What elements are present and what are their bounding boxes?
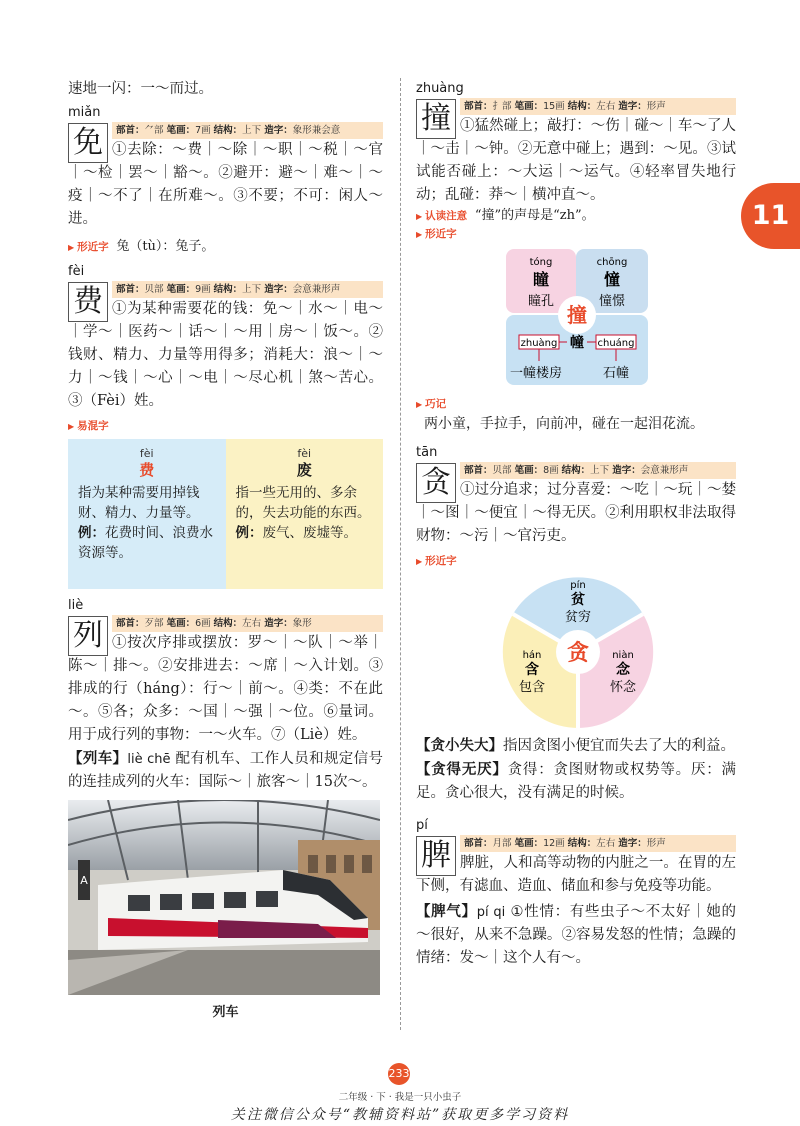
zhuang-diagram: [416, 243, 736, 393]
entry-definition: ①去除：～费｜～除｜～职｜～税｜～官｜～检｜罢～｜豁～。②避开：避～｜难～｜～疫｜～不了｜在所难～。③不要；不可：闲人～进。: [68, 142, 383, 227]
triangle-icon: ▶: [416, 557, 423, 566]
chapter-tab: 11: [741, 183, 800, 249]
svg-text:一幢楼房: 一幢楼房: [509, 366, 563, 381]
marker-confusable: ▶ 易混字: [68, 420, 109, 432]
entry-info-bar: 部首：⺈部 笔画：7画 结构：上下 造字：象形兼会意: [112, 122, 383, 139]
entry-pinyin: miǎn: [68, 105, 101, 120]
entry-info-bar: 部首：月部 笔画：12画 结构：左右 造字：形声: [460, 835, 736, 852]
entry-definition: 脾脏，人和高等动物的内脏之一。在胃的左下侧，有滤血、造血、储血和参与免疫等功能。: [416, 855, 736, 894]
entry-mian: [68, 104, 383, 253]
train-illustration: [68, 800, 380, 995]
entry-definition: ①为某种需要花的钱：免～｜水～｜电～｜学～｜医药～｜话～｜～用｜房～｜饭～。②钱财、精力、力量等用得多；消耗大：浪～｜～力｜～钱｜～心｜～电｜～尽心机｜煞～苦心。③（Fèi）姓。: [68, 301, 383, 409]
compare-cell-fei-waste: fèi 废 指一些无用的、多余的，失去功能的东西。 例：废气、废墟等。: [226, 439, 384, 589]
entry-info-bar: 部首：扌部 笔画：15画 结构：左右 造字：形声: [460, 98, 736, 115]
svg-text:pín: pín: [570, 580, 586, 591]
svg-text:瞳: 瞳: [532, 270, 550, 289]
svg-text:tóng: tóng: [529, 257, 553, 268]
triangle-icon: ▶: [416, 230, 423, 239]
entry-character: 免: [68, 123, 108, 163]
triangle-icon: ▶: [68, 243, 75, 252]
column-divider: [400, 78, 401, 1030]
entry-character: 脾: [416, 836, 456, 876]
right-column: [416, 70, 736, 970]
entry-pinyin: pí: [416, 818, 428, 833]
mnemonic-text: 两小童，手拉手，向前冲，碰在一起泪花流。: [424, 416, 704, 432]
entry-pinyin: zhuàng: [416, 81, 464, 96]
svg-text:chōng: chōng: [596, 257, 628, 268]
entry-pi: [416, 817, 736, 970]
triangle-icon: ▶: [416, 400, 423, 409]
idiom-tanxiaoshida: 【贪小失大】指因贪图小便宜而失去了大的利益。: [416, 737, 735, 754]
page-number: 233: [388, 1063, 410, 1085]
svg-text:憧憬: 憧憬: [598, 294, 626, 309]
comparison-table: [68, 439, 383, 589]
intro-text: 速地一闪：一～而过。: [68, 81, 213, 97]
entry-character: 列: [68, 616, 108, 656]
entry-info-bar: 部首：贝部 笔画：9画 结构：上下 造字：会意兼形声: [112, 281, 383, 298]
marker-mnemonic: ▶ 巧记: [416, 398, 447, 410]
entry-character: 贪: [416, 463, 456, 503]
phrase-lieche: 【列车】liè chē 配有机车、工作人员和规定信号的连挂成列的火车：国际～｜旅客～｜15次～。: [68, 750, 384, 790]
similar-char-text: 兔（tù）：兔子。: [116, 239, 215, 254]
svg-text:贫: 贫: [571, 592, 585, 608]
photo-caption: 列车: [212, 1005, 239, 1020]
triangle-icon: ▶: [68, 422, 75, 431]
entry-pinyin: fèi: [68, 264, 85, 279]
svg-text:包含: 包含: [518, 680, 546, 695]
phrase-piqi: 【脾气】pí qi ①性情：有些虫子～不太好｜她的～很好，从来不急躁。②容易发怒的性情；急躁的情绪：发～｜这个人有～。: [416, 903, 737, 966]
entry-info-bar: 部首：贝部 笔画：8画 结构：上下 造字：会意兼形声: [460, 462, 736, 479]
svg-text:石幢: 石幢: [602, 366, 630, 381]
svg-text:念: 念: [616, 662, 630, 678]
svg-text:chuáng: chuáng: [597, 338, 635, 349]
train-photo: [68, 800, 380, 995]
svg-text:怀念: 怀念: [609, 680, 637, 695]
footer-watermark: 关注微信公众号“教辅资料站”获取更多学习资料: [230, 1107, 570, 1123]
entry-character: 费: [68, 282, 108, 322]
entry-lie: [68, 597, 383, 1020]
entry-tan: [416, 444, 736, 805]
tan-wheel-diagram: [416, 570, 736, 730]
entry-pinyin: liè: [68, 598, 84, 613]
entry-zhuang: [416, 80, 736, 436]
left-column: [68, 70, 383, 1020]
idiom-tandewuyan: 【贪得无厌】贪得：贪图财物或权势等。厌：满足。贪心很大，没有满足的时候。: [416, 761, 737, 801]
svg-text:贪: 贪: [566, 641, 590, 666]
marker-similar: ▶ 形近字 兔（tù）：兔子。: [68, 239, 215, 254]
triangle-icon: ▶: [416, 212, 423, 221]
note-text: “撞”的声母是“zh”。: [474, 208, 595, 223]
entry-info-bar: 部首：歹部 笔画：6画 结构：左右 造字：象形: [112, 615, 383, 632]
entry-definition: ①按次序排或摆放：罗～｜～队｜～举｜陈～｜排～。②安排进去：～席｜～入计划。③排成的行（háng）：行～｜前～。④类：不在此～。⑤各；众多：～国｜～强｜～位。⑥量词。用于成行列的事物：一～火车。⑦（Liè）姓。: [68, 635, 383, 743]
svg-text:幢: 幢: [570, 335, 584, 351]
svg-text:niàn: niàn: [612, 650, 634, 661]
platform-sign-text: A: [80, 874, 88, 887]
entry-pinyin: tān: [416, 445, 438, 460]
marker-similar: ▶ 形近字: [416, 555, 457, 567]
entry-definition: ①过分追求；过分喜爱：～吃｜～玩｜～婪｜～图｜～便宜｜～得无厌。②利用职权非法取得财物：～污｜～官污吏。: [416, 482, 736, 544]
entry-definition: ①猛然碰上；敲打：～伤｜碰～｜车～了人｜～击｜～钟。②无意中碰上；遇到：～见。③试试能否碰上：～大运｜～运气。④轻率冒失地行动；乱碰：莽～｜横冲直～。: [416, 118, 736, 203]
entry-fei: [68, 263, 383, 589]
compare-cell-fei: fèi 费 指为某种需要用掉钱财、精力、力量等。 例：花费时间、浪费水资源等。: [68, 439, 226, 589]
svg-text:瞳孔: 瞳孔: [527, 294, 555, 309]
svg-text:zhuàng: zhuàng: [520, 338, 558, 349]
entry-character: 撞: [416, 99, 456, 139]
svg-text:憧: 憧: [603, 270, 621, 289]
svg-text:贫穷: 贫穷: [564, 610, 592, 625]
svg-text:hán: hán: [522, 650, 542, 661]
marker-note: ▶ 认读注意 “撞”的声母是“zh”。: [416, 208, 595, 223]
svg-text:撞: 撞: [567, 303, 587, 327]
footer-book-info: 二年级 · 下 · 我是一只小虫子: [338, 1092, 462, 1103]
marker-similar: ▶ 形近字: [416, 228, 457, 240]
svg-text:含: 含: [525, 662, 539, 678]
